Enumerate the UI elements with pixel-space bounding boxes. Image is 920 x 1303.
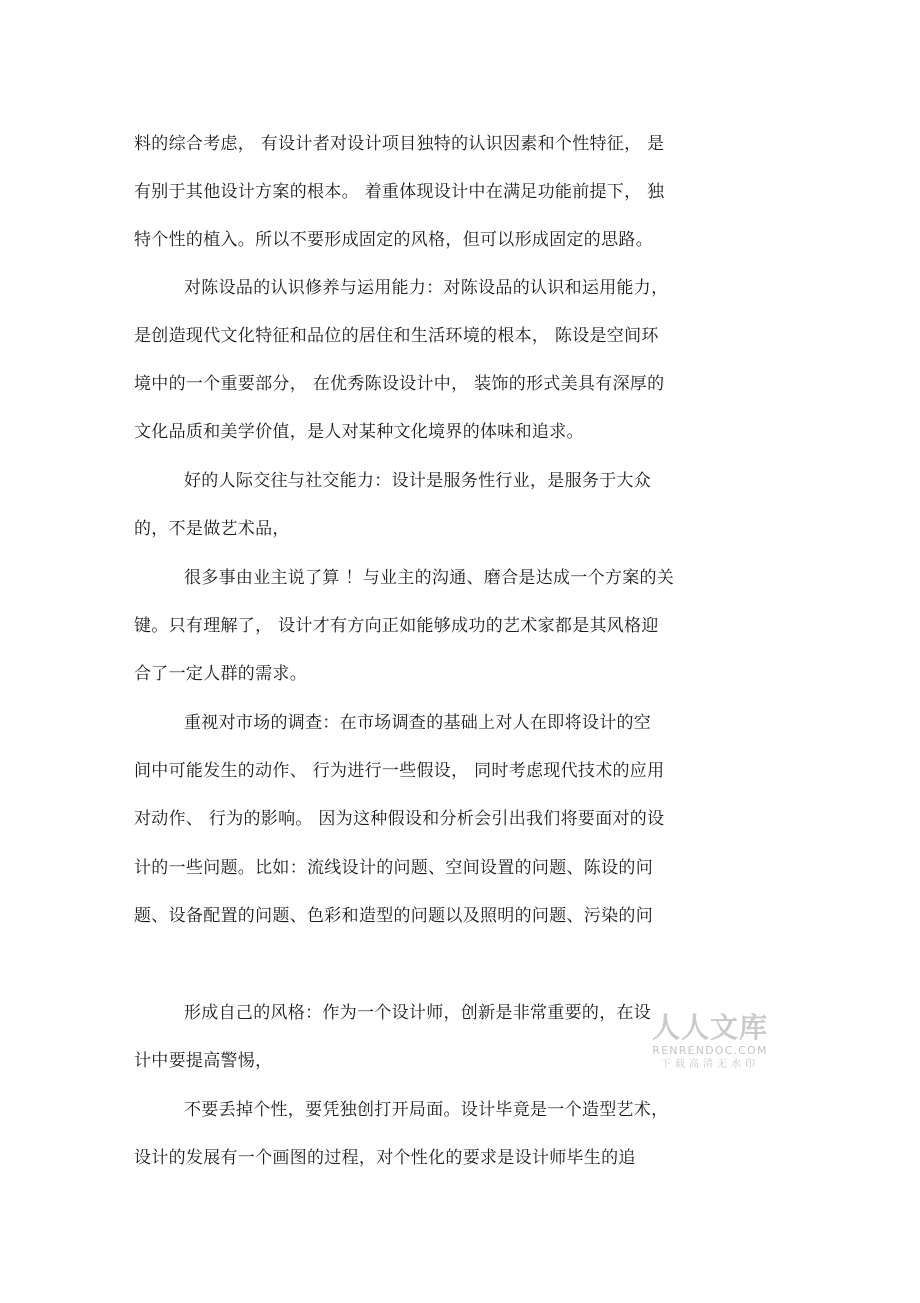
watermark-logo: 人人文库 <box>651 1011 768 1044</box>
text-line-10: 很多事由业主说了算 ！与业主的沟通、磨合是达成一个方案的关 <box>184 568 675 588</box>
text-line-19: 计中要提高警惕， <box>134 1051 273 1071</box>
text-line-20: 不要丢掉个性，要凭独创打开局面。设计毕竟是一个造型艺术， <box>184 1100 669 1120</box>
text-line-18: 形成自己的风格：作为一个设计师，创新是非常重要的，在设 <box>184 1003 652 1023</box>
text-line-3: 特个性的植入。所以不要形成固定的风格，但可以形成固定的思路。 <box>134 230 653 250</box>
text-line-14: 间中可能发生的动作、 行为进行一些假设， 同时考虑现代技术的应用 <box>134 761 665 781</box>
watermark <box>648 1012 772 1072</box>
text-line-16: 计的一些问题。比如：流线设计的问题、空间设置的问题、陈设的问 <box>134 858 653 878</box>
text-line-7: 文化品质和美学价值，是人对某种文化境界的体味和追求。 <box>134 422 584 442</box>
text-line-4: 对陈设品的认识修养与运用能力：对陈设品的认识和运用能力， <box>184 278 669 298</box>
text-line-1: 料的综合考虑， 有设计者对设计项目独特的认识因素和个性特征， 是 <box>134 134 665 154</box>
text-line-2: 有别于其他设计方案的根本。 着重体现设计中在满足功能前提下， 独 <box>134 182 665 202</box>
watermark-url: RENRENDOC.COM <box>652 1044 768 1057</box>
text-line-12: 合了一定人群的需求。 <box>134 664 307 684</box>
text-line-5: 是创造现代文化特征和品位的居住和生活环境的根本， 陈设是空间环 <box>134 326 659 346</box>
text-line-9: 的，不是做艺术品， <box>134 519 290 539</box>
text-line-11: 键。只有理解了， 设计才有方向正如能够成功的艺术家都是其风格迎 <box>134 616 659 636</box>
watermark-tagline: 下载高清无水印 <box>661 1059 759 1070</box>
text-line-15: 对动作、 行为的影响。 因为这种假设和分析会引出我们将要面对的设 <box>134 809 665 829</box>
text-line-13: 重视对市场的调查：在市场调查的基础上对人在即将设计的空 <box>184 713 652 733</box>
text-line-8: 好的人际交往与社交能力：设计是服务性行业，是服务于大众 <box>184 471 652 491</box>
text-line-17: 题、设备配置的问题、色彩和造型的问题以及照明的问题、污染的问 <box>134 906 653 926</box>
text-line-21: 设计的发展有一个画图的过程，对个性化的要求是设计师毕生的追 <box>134 1148 636 1168</box>
text-line-6: 境中的一个重要部分， 在优秀陈设设计中， 装饰的形式美具有深厚的 <box>134 374 665 394</box>
